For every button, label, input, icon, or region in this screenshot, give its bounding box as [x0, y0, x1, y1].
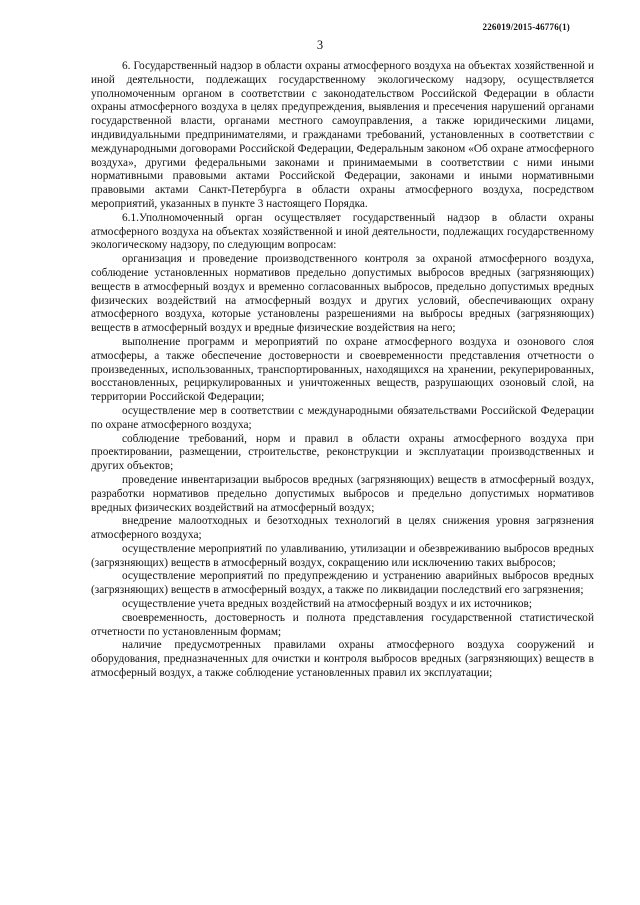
document-id: 226019/2015-46776(1)	[482, 22, 570, 32]
list-item: соблюдение требований, норм и правил в области охраны атмосферного воздуха при проектировании, размещении, строительстве, реконструкции и эксплуатации производственных и других объектов;	[91, 432, 594, 473]
list-item: осуществление мер в соответствии с международными обязательствами Российской Федерации по охране атмосферного воздуха;	[91, 404, 594, 431]
list-item: своевременность, достоверность и полнота представления государственной статистической отчетности по установленным формам;	[91, 611, 594, 638]
list-item: внедрение малоотходных и безотходных технологий в целях снижения уровня загрязнения атмосферного воздуха;	[91, 515, 594, 542]
list-item: проведение инвентаризации выбросов вредных (загрязняющих) веществ в атмосферный воздух, разработки нормативов предельно допустимых выбросов и предельно допустимых нормативов вредных физических воздействий на атмосферный воздух;	[91, 473, 594, 514]
paragraph-6: 6. Государственный надзор в области охраны атмосферного воздуха на объектах хозяйственной и иной деятельности, подлежащих государственному экологическому надзору, осуществляется уполномоченным органом в соответствии с законодательством Российской Федерации в области охраны атмосферного воздуха в целях предупреждения, выявления и пресечения нарушений органами государственной власти, органами местного самоуправления, а также юридическими лицами, индивидуальными предпринимателями, и гражданами требований, установленных в соответствии с международными договорами Российской Федерации, Федеральным законом «Об охране атмосферного воздуха», другими федеральными законами и принимаемыми в соответствии с ними иными нормативными правовыми актами Российской Федерации, законами и иными нормативными правовыми актами Санкт-Петербурга в области охраны атмосферного воздуха, посредством мероприятий, указанных в пункте 3 настоящего Порядка.	[91, 60, 594, 210]
list-item: осуществление учета вредных воздействий на атмосферный воздух и их источников;	[122, 598, 532, 611]
page-number: 3	[316, 38, 324, 52]
list-item: осуществление мероприятий по предупреждению и устранению аварийных выбросов вредных (загрязняющих) веществ в атмосферный воздух, а также по ликвидации последствий его загрязнения;	[91, 570, 594, 597]
list-item: осуществление мероприятий по улавливанию, утилизации и обезвреживанию выбросов вредных (загрязняющих) веществ в атмосферный воздух, сокращению или исключению таких выбросов;	[91, 542, 594, 569]
paragraph-6-1: 6.1.Уполномоченный орган осуществляет государственный надзор в области охраны атмосферного воздуха на объектах хозяйственной и иной деятельности, подлежащих государственному экологическому надзору, по следующим вопросам:	[91, 211, 594, 252]
list-item: наличие предусмотренных правилами охраны атмосферного воздуха сооружений и оборудования, предназначенных для очистки и контроля выбросов вредных (загрязняющих) веществ в атмосферный воздух, а также соблюдение установленных правил их эксплуатации;	[91, 639, 594, 680]
document-body	[91, 60, 594, 681]
list-item: выполнение программ и мероприятий по охране атмосферного воздуха и озонового слоя атмосферы, а также обеспечение достоверности и своевременности представления отчетности о произведенных, использованных, транспортированных, находящихся на хранении, рекуперированных, восстановленных, рециркулированных и уничтоженных веществ, разрушающих озоновый слой, на территории Российской Федерации;	[91, 335, 594, 404]
list-item: организация и проведение производственного контроля за охраной атмосферного воздуха, соблюдение установленных нормативов предельно допустимых выбросов вредных (загрязняющих) веществ в атмосферный воздух и временно согласованных выбросов, предельно допустимых вредных физических воздействий на атмосферный воздух и других условий, обеспечивающих охрану атмосферного воздуха, которые установлены разрешениями на выбросы вредных (загрязняющих) веществ в атмосферный воздух и вредные физические воздействия на него;	[91, 253, 594, 335]
